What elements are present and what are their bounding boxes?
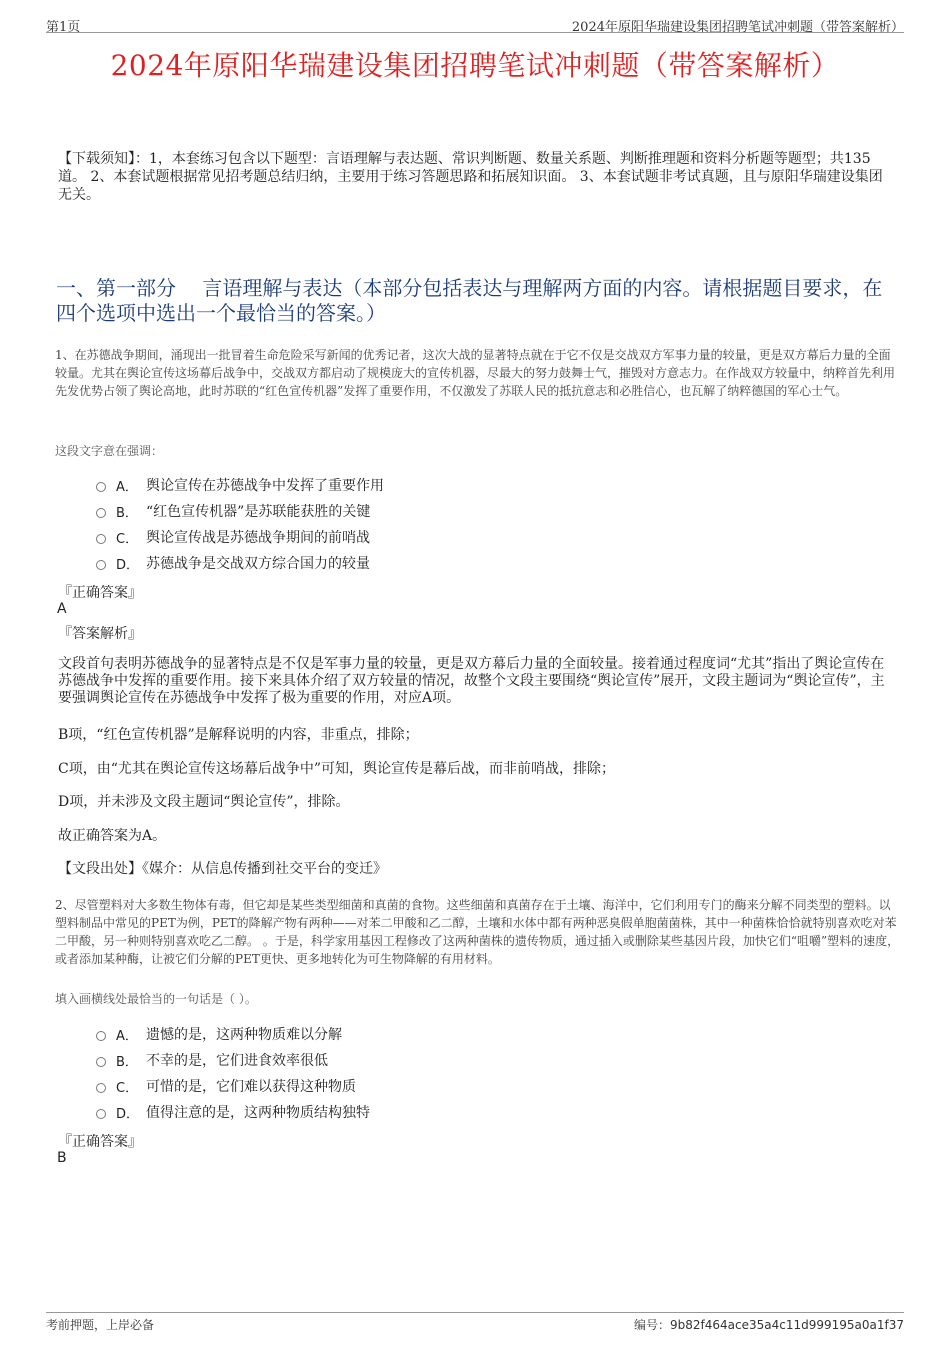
q1-analysis-para-2: B项，“红色宣传机器”是解释说明的内容，非重点，排除； bbox=[58, 727, 419, 743]
question-2-text: 2、尽管塑料对大多数生物体有毒，但它却是某些类型细菌和真菌的食物。这些细菌和真菌存在于土壤、海洋中，它们利用专门的酶来分解不同类型的塑料。以塑料制品中常见的PET为例，PET的降解产物有两种——对苯二甲酸和乙二醇，土壤和水体中都有两种恶臭假单胞菌菌株，其中一种菌株恰恰就特别喜欢吃对苯二甲酸，另一种则特别喜欢吃乙二醇。 。于是，科学家用基因工程修改了这两种菌株的遗传物质，通过插入或删除某些基因片段，加快它们“咀嚼”塑料的速度，或者添加某种酶，让被它们分解的PET更快、更多地转化为可生物降解的有用材料。 bbox=[55, 898, 900, 966]
q2-answer: B bbox=[57, 1150, 67, 1166]
q1-answer-label: 『正确答案』 bbox=[58, 585, 142, 601]
q1-answer: A bbox=[57, 601, 67, 617]
option-text: 苏德战争是交战双方综合国力的较量 bbox=[146, 556, 370, 572]
q2-option-a[interactable] bbox=[96, 1021, 370, 1047]
option-text: 舆论宣传战是苏德战争期间的前哨战 bbox=[146, 530, 370, 546]
option-letter: A． bbox=[116, 1028, 138, 1044]
q2-option-d[interactable] bbox=[96, 1099, 370, 1125]
download-notice: 【下载须知】：1，本套练习包含以下题型：言语理解与表达题、常识判断题、数量关系题、判断推理题和资料分析题等题型；共135道。 2、本套试题根据常见招考题总结归纳，主要用于练习答题思路和拓展知识面。 3、本套试题非考试真题，且与原阳华瑞建设集团无关。 bbox=[58, 151, 883, 203]
q2-answer-label: 『正确答案』 bbox=[58, 1134, 142, 1150]
q2-option-b[interactable] bbox=[96, 1047, 370, 1073]
option-text: 值得注意的是，这两种物质结构独特 bbox=[146, 1105, 370, 1121]
footer-doc-id: 编号：9b82f464ace35a4c11d999195a0a1f37 bbox=[633, 1318, 904, 1332]
radio-icon[interactable] bbox=[96, 1109, 106, 1119]
q1-analysis-para-4: D项，并未涉及文段主题词“舆论宣传”，排除。 bbox=[58, 794, 350, 810]
q1-analysis-label: 『答案解析』 bbox=[58, 626, 142, 642]
page-header bbox=[46, 14, 904, 33]
question-1-prompt: 这段文字意在强调： bbox=[55, 444, 164, 458]
q1-analysis-para-1: 文段首句表明苏德战争的显著特点是不仅是军事力量的较量，更是双方幕后力量的全面较量。接着通过程度词“尤其”指出了舆论宣传在苏德战争中发挥的重要作用。接下来具体介绍了双方较量的情况，故整个文段主要围绕“舆论宣传”展开，文段主题词为“舆论宣传”，主要强调舆论宣传在苏德战争中发挥了极为重要的作用，对应A项。 bbox=[58, 656, 885, 706]
option-letter: C． bbox=[116, 531, 139, 547]
q1-analysis-para-3: C项，由“尤其在舆论宣传这场幕后战争中”可知，舆论宣传是幕后战，而非前哨战，排除； bbox=[58, 761, 616, 777]
question-2-options bbox=[96, 1021, 370, 1125]
radio-icon[interactable] bbox=[96, 534, 106, 544]
q1-option-d[interactable] bbox=[96, 550, 384, 576]
option-text: 舆论宣传在苏德战争中发挥了重要作用 bbox=[146, 478, 384, 494]
q1-option-b[interactable] bbox=[96, 498, 384, 524]
option-letter: C． bbox=[116, 1080, 139, 1096]
q1-analysis-para-5: 故正确答案为A。 bbox=[58, 828, 167, 844]
question-2-prompt: 填入画横线处最恰当的一句话是（ ）。 bbox=[55, 992, 257, 1006]
page-number: 第1页 bbox=[46, 20, 81, 35]
option-text: 不幸的是，它们进食效率很低 bbox=[146, 1053, 328, 1069]
radio-icon[interactable] bbox=[96, 1031, 106, 1041]
option-letter: A． bbox=[116, 479, 138, 495]
radio-icon[interactable] bbox=[96, 508, 106, 518]
footer-slogan: 考前押题，上岸必备 bbox=[46, 1318, 155, 1332]
radio-icon[interactable] bbox=[96, 1083, 106, 1093]
header-doc-title: 2024年原阳华瑞建设集团招聘笔试冲刺题（带答案解析） bbox=[571, 20, 904, 35]
document-title: 2024年原阳华瑞建设集团招聘笔试冲刺题（带答案解析） bbox=[110, 49, 840, 82]
radio-icon[interactable] bbox=[96, 1057, 106, 1067]
section-heading: 一、第一部分 言语理解与表达（本部分包括表达与理解两方面的内容。请根据题目要求，在四个选项中选出一个最恰当的答案。） bbox=[56, 276, 883, 325]
radio-icon[interactable] bbox=[96, 482, 106, 492]
q1-source: 【文段出处】《媒介：从信息传播到社交平台的变迁》 bbox=[58, 861, 387, 877]
q1-option-a[interactable] bbox=[96, 472, 384, 498]
radio-icon[interactable] bbox=[96, 560, 106, 570]
question-1-options bbox=[96, 472, 384, 576]
page-footer bbox=[46, 1312, 904, 1333]
q1-option-c[interactable] bbox=[96, 524, 384, 550]
option-letter: D． bbox=[116, 1106, 140, 1122]
option-letter: B． bbox=[116, 1054, 138, 1070]
option-letter: D． bbox=[116, 557, 140, 573]
question-1-text: 1、在苏德战争期间，涌现出一批冒着生命危险采写新闻的优秀记者，这次大战的显著特点就在于它不仅是交战双方军事力量的较量，更是双方幕后力量的全面较量。尤其在舆论宣传这场幕后战争中，交战双方都启动了规模庞大的宣传机器，尽最大的努力鼓舞士气，摧毁对方意志力。在作战双方较量中，纳粹首先利用先发优势占领了舆论高地，此时苏联的“红色宣传机器”发挥了重要作用，不仅激发了苏联人民的抵抗意志和必胜信心，也瓦解了纳粹德国的军心士气。 bbox=[55, 348, 896, 398]
option-text: 可惜的是，它们难以获得这种物质 bbox=[146, 1079, 356, 1095]
q2-option-c[interactable] bbox=[96, 1073, 370, 1099]
option-text: “红色宣传机器”是苏联能获胜的关键 bbox=[146, 504, 371, 520]
option-letter: B． bbox=[116, 505, 138, 521]
option-text: 遗憾的是，这两种物质难以分解 bbox=[146, 1027, 342, 1043]
